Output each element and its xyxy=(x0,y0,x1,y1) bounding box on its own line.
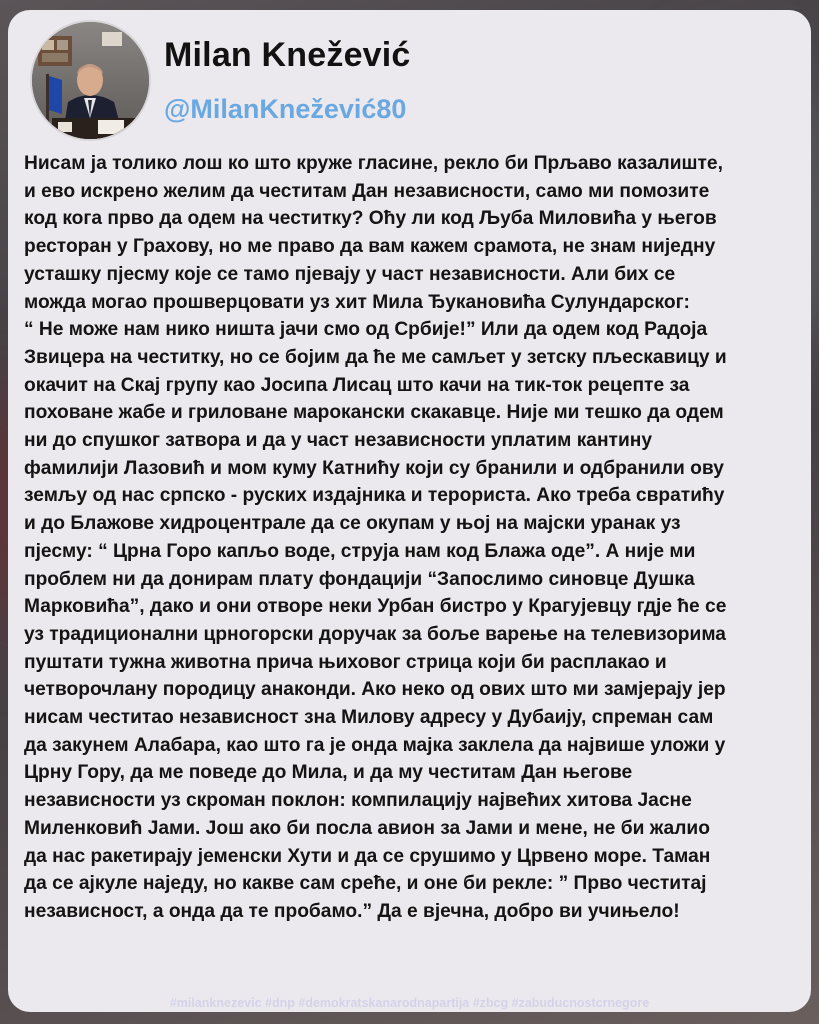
post-header xyxy=(22,20,797,150)
post-line: можда могао прошверцовати уз хит Мила Ђукановића Сулундарског: xyxy=(24,291,690,313)
post-line: Црну Гору, да ме поведе до Мила, и да му честитам Дан његове xyxy=(24,762,633,784)
post-line: да нас ракетирају јеменски Хути и да се срушимо у Црвено море. Таман xyxy=(24,845,711,867)
post-line: уз традиционални црногорски доручак за боље варење на телевизорима xyxy=(24,623,726,645)
post-line: пуштати тужна животна прича њиховог стрица који би расплакао и xyxy=(24,651,667,673)
hashtags: #milanknezevic #dnp #demokratskanarodnapartija #zbcg #zabuducnostcrnegore xyxy=(169,996,650,1010)
display-name: Milan Knežević xyxy=(164,36,411,74)
post-line: Марковића”, дако и они отворе неки Урбан бистро у Крагујевцу гдје ће се xyxy=(24,596,727,618)
user-handle[interactable]: @MilanKnežević80 xyxy=(164,94,407,124)
post-line: “ Не може нам нико ништа јачи смо од Србије!” Или да одем код Радоја xyxy=(24,319,708,341)
post-line: нисам честитао независност зна Милову адресу у Дубаију, спреман сам xyxy=(24,707,714,729)
post-line: ни до спушког затвора и да у част независности уплатим кантину xyxy=(24,430,653,452)
post-line: Звицера на честитку, но се бојим да ће ме самљет у зетску пљескавицу и xyxy=(24,346,727,368)
post-line: Миленковић Јами. Још ако би посла авион за Јами и мене, не би жалио xyxy=(24,817,710,839)
post-text xyxy=(22,150,797,926)
post-line: и до Блажове хидроцентрале да се окупам у њој на мајски уранак уз xyxy=(24,513,681,535)
post-line: и ево искрено желим да честитам Дан независности, само ми помозите xyxy=(24,180,710,202)
post-line: поховане жабе и гриловане марокански скакавце. Није ми тешко да одем xyxy=(24,402,724,424)
post-line: пјесму: “ Црна Горо капљо воде, струја нам код Блажа оде”. А није ми xyxy=(24,540,696,562)
post-line: окачит на Скај групу као Јосипа Лисац што качи на тик-ток рецепте за xyxy=(24,374,690,396)
post-line: усташку пјесму које се тамо пјевају у част независности. Али бих се xyxy=(24,263,676,285)
post-line: код кога прво да одем на честитку? Оћу ли код Љуба Миловића у његов xyxy=(24,208,717,230)
post-line: да закунем Алабара, као што га је онда мајка заклела да највише уложи у xyxy=(24,734,726,756)
post-line: независности уз скроман поклон: компилацију највећих хитова Јасне xyxy=(24,790,692,812)
post-card xyxy=(8,10,811,1012)
post-line: проблем ни да донирам плату фондацији “Запослимо синовце Душка xyxy=(24,568,695,590)
post-line: да се ајкуле наједу, но какве сам среће, и оне би рекле: ” Прво честитај xyxy=(24,873,707,895)
post-line: Нисам ја толико лош ко што круже гласине, рекло би Прљаво казалиште, xyxy=(24,153,723,174)
profile-photo-icon xyxy=(32,22,149,139)
avatar[interactable] xyxy=(30,20,151,141)
post-line: независност, а онда да те пробамо.” Да е вјечна, добро ви учињело! xyxy=(24,900,680,922)
post-line: фамилији Лазовић и мом куму Катнићу који су бранили и одбранили ову xyxy=(24,457,724,479)
post-line: четворочлану породицу анаконди. Ако неко од ових што ми замјерају јер xyxy=(24,679,726,701)
post-line: ресторан у Грахову, но ме право да вам кажем срамота, не знам ниједну xyxy=(24,236,716,258)
post-line: земљу од нас српско - руских издајника и терориста. Ако треба свратићу xyxy=(24,485,725,507)
